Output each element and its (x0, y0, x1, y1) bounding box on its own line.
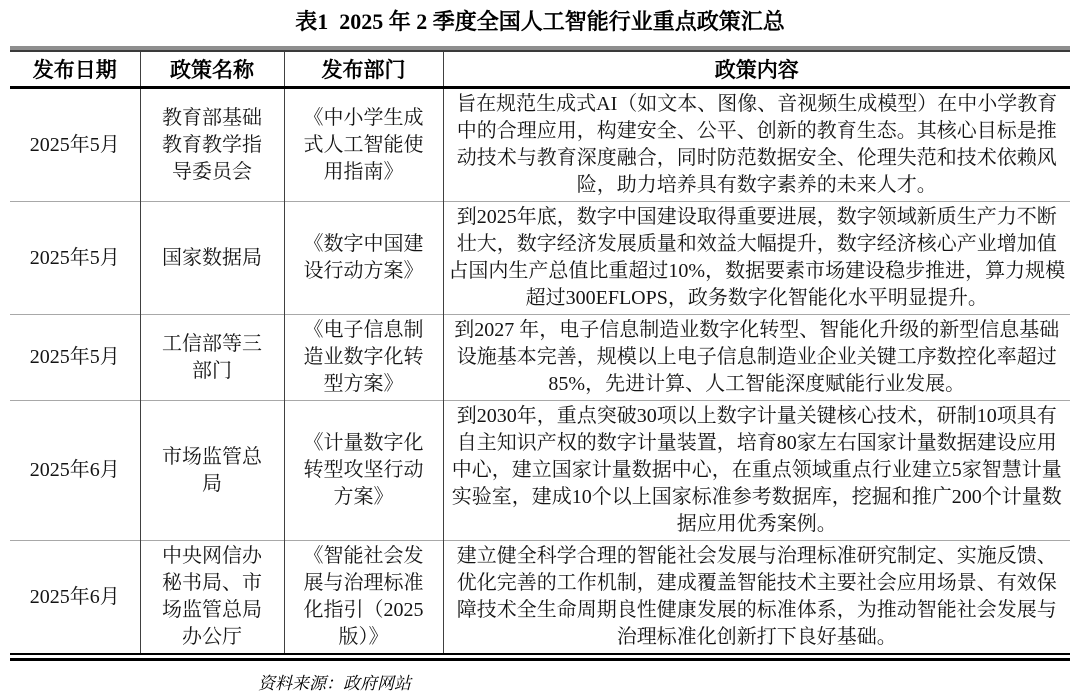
cell-publish-date: 2025年5月 (29, 133, 120, 156)
cell-publish-date: 2025年5月 (10, 315, 140, 401)
policy-table-container (10, 46, 1070, 661)
table-bottom-rule (10, 653, 1070, 661)
table-title: 表1 2025 年 2 季度全国人工智能行业重点政策汇总 (295, 9, 785, 34)
header-publish-date: 发布日期 (10, 52, 140, 88)
cell-issuing-dept: 《数字中国建设行动方案》 (284, 202, 443, 315)
cell-policy-content: 到2030年，重点突破30项以上数字计量关键核心技术，研制10项具有自主知识产权的数字计量装置，培育80家左右国家计量数据建设应用中心，建立国家计量数据中心，在重点领域重点行业建立5家智慧计量实验室，建成10个以上国家标准参考数据库，挖掘和推广200个计量数据应用优秀案例。 (443, 401, 1070, 541)
cell-policy-content: 到2027 年，电子信息制造业数字化转型、智能化升级的新型信息基础设施基本完善，规模以上电子信息制造业企业关键工序数控化率超过85%，先进计算、人工智能深度赋能行业发展。 (443, 315, 1070, 401)
header-row (10, 52, 1070, 88)
table-row (10, 202, 1070, 315)
cell-policy-name: 工信部等三部门 (140, 315, 284, 401)
cell-policy-content: 旨在规范生成式AI（如文本、图像、音视频生成模型）在中小学教育中的合理应用，构建安全、公平、创新的教育生态。其核心目标是推动技术与教育深度融合，同时防范数据安全、伦理失范和技术依赖风险，助力培养具有数字素养的未来人才。 (443, 88, 1070, 202)
cell-issuing-dept: 《智能社会发展与治理标准化指引（2025版）》 (284, 541, 443, 654)
policy-table (10, 52, 1070, 653)
cell-policy-name: 市场监管总局 (140, 401, 284, 541)
header-policy-content: 政策内容 (443, 52, 1070, 88)
cell-policy-name: 教育部基础教育教学指导委员会 (140, 88, 284, 202)
header-policy-name: 政策名称 (140, 52, 284, 88)
cell-policy-content: 到2025年底，数字中国建设取得重要进展，数字领域新质生产力不断壮大，数字经济发展质量和效益大幅提升，数字经济核心产业增加值占国内生产总值比重超过10%，数据要素市场建设稳步推进，算力规模超过300EFLOPS，政务数字化智能化水平明显提升。 (443, 202, 1070, 315)
table-row (10, 401, 1070, 541)
cell-issuing-dept: 《电子信息制造业数字化转型方案》 (284, 315, 443, 401)
cell-publish-date: 2025年5月 (10, 202, 140, 315)
source-note: 资料来源：政府网站 (258, 674, 411, 693)
cell-publish-date: 2025年6月 (10, 401, 140, 541)
table-row (10, 88, 1070, 202)
cell-policy-name: 中央网信办秘书局、市场监管总局办公厅 (140, 541, 284, 654)
table-row (10, 541, 1070, 654)
cell-publish-date: 2025年6月 (10, 541, 140, 654)
cell-issuing-dept: 《中小学生成式人工智能使用指南》 (284, 88, 443, 202)
header-issuing-dept: 发布部门 (284, 52, 443, 88)
cell-issuing-dept: 《计量数字化转型攻坚行动方案》 (284, 401, 443, 541)
cell-policy-content: 建立健全科学合理的智能社会发展与治理标准研究制定、实施反馈、优化完善的工作机制，建成覆盖智能技术主要社会应用场景、有效保障技术全生命周期良性健康发展的标准体系，为推动智能社会发展与治理标准化创新打下良好基础。 (443, 541, 1070, 654)
cell-policy-name: 国家数据局 (140, 202, 284, 315)
table-row (10, 315, 1070, 401)
